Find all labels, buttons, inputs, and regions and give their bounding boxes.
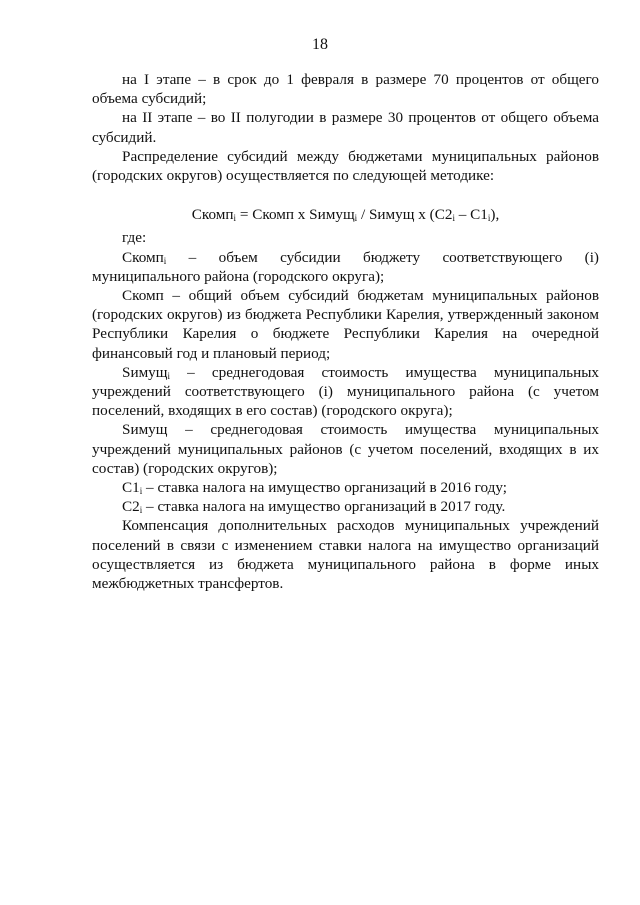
paragraph-stage-1: на I этапе – в срок до 1 февраля в размере 70 процентов от общего объема субсидий; (92, 71, 599, 108)
definition-simusch: Sимущ – среднегодовая стоимость имущества муниципальных учреждений муниципальных районов (с учетом поселений, входящих в их состав) (городских округов); (92, 421, 599, 477)
document-body (92, 70, 599, 593)
term: С1 (122, 479, 140, 497)
formula-sub: i (233, 213, 237, 224)
formula-sub: i (354, 213, 358, 224)
formula-part: ), (490, 206, 500, 224)
term: С2 (122, 498, 140, 516)
paragraph-compensation: Компенсация дополнительных расходов муниципальных учреждений поселений в связи с изменением ставки налога на имущество организаций осуществляется из бюджета муниципального района в форме иных межбюджетных трансфертов. (92, 517, 599, 593)
formula-part: – С1 (454, 206, 488, 224)
where-label: где: (122, 229, 147, 247)
page-number: 18 (312, 36, 328, 53)
formula (92, 205, 599, 224)
formula-sub: i (487, 213, 491, 224)
term: Sимущ (122, 363, 168, 381)
definition-c2 (92, 497, 599, 516)
definition-simusch-i (92, 363, 599, 421)
term-sub: i (167, 370, 170, 381)
definition-text: – ставка налога на имущество организаций в 2016 году; (142, 479, 508, 497)
definition-c1 (92, 478, 599, 497)
definition-text: – ставка налога на имущество организаций в 2017 году. (142, 498, 506, 516)
definition-skomp: Скомп – общий объем субсидий бюджетам муниципальных районов (городских округов) из бюджета Республики Карелия, утвержденный законом Республики Карелия о бюджете Республики Карелия на очередной финансовый год и плановый период; (92, 287, 599, 362)
formula-part: = Скомп х Sимущ (236, 206, 355, 224)
definition-text: – среднегодовая стоимость имущества муниципальных учреждений соответствующего (i) муниципального района (с учетом поселений, входящих в его состав) (городского округа); (92, 363, 599, 420)
term: Скомп (122, 248, 164, 266)
term-sub: i (163, 255, 167, 266)
term-sub: i (139, 486, 143, 497)
formula-part: / Sимущ х (С2 (357, 206, 453, 224)
paragraph-stage-2: на II этапе – во II полугодии в размере 30 процентов от общего объема субсидий. (92, 109, 599, 146)
paragraph-distribution: Распределение субсидий между бюджетами муниципальных районов (городских округов) осуществляется по следующей методике: (92, 147, 599, 185)
formula-sub: i (452, 213, 455, 224)
definition-skomp-i (92, 248, 599, 286)
definition-text: – объем субсидии бюджету соответствующего (i) муниципального района (городского округа); (92, 248, 599, 285)
term-sub: i (139, 505, 143, 516)
formula-lhs: Скомп (191, 206, 234, 224)
